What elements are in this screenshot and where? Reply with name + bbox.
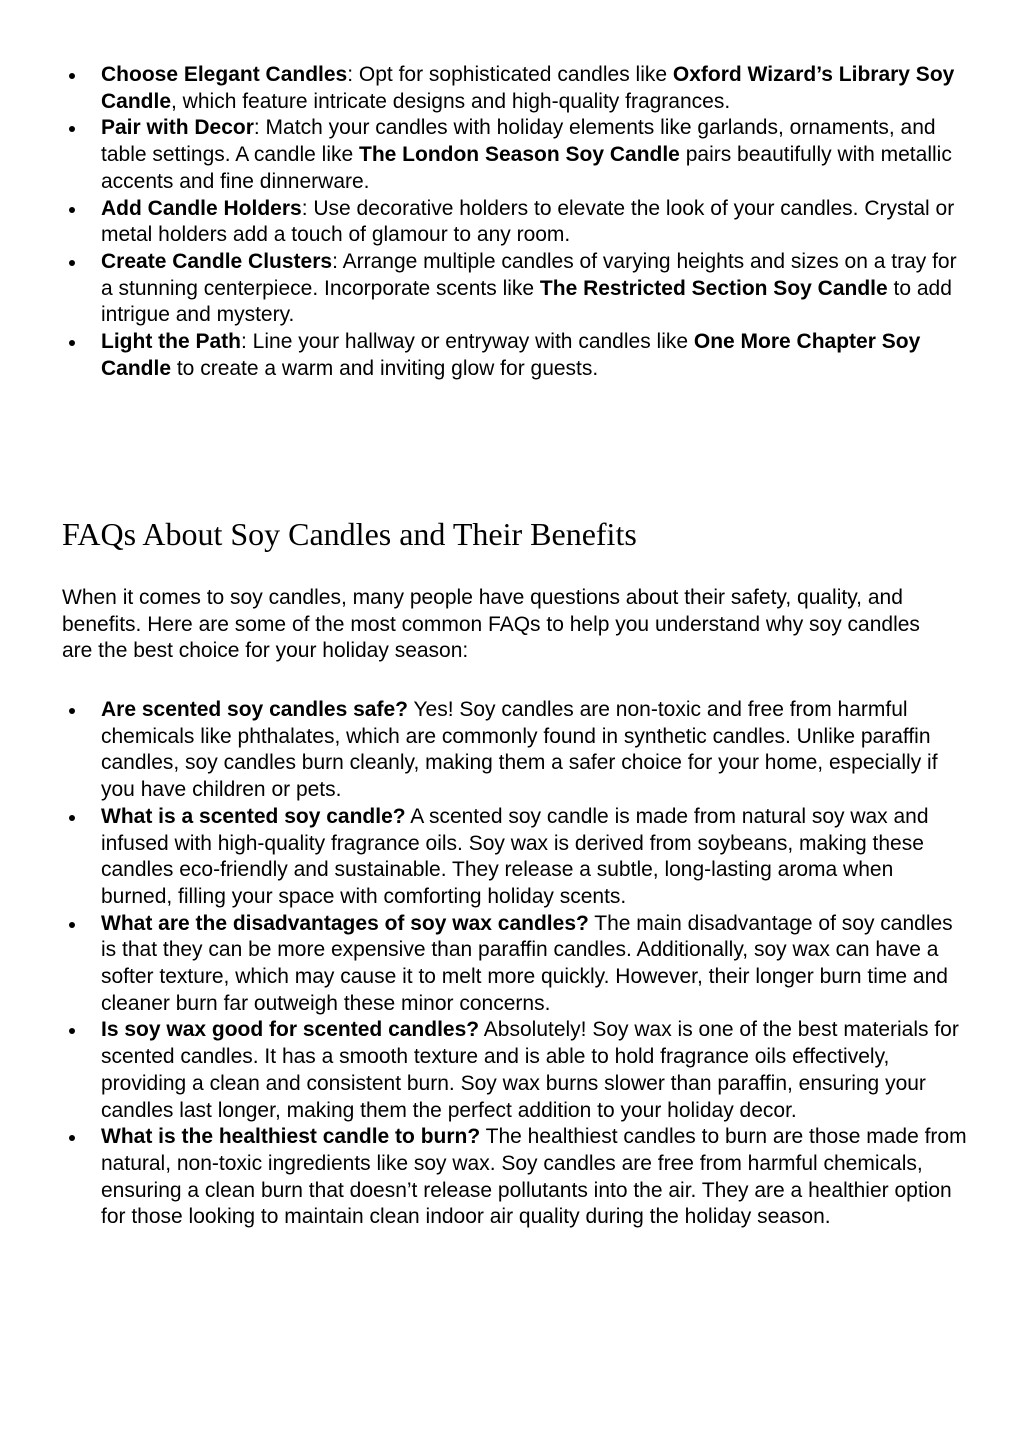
section-intro: When it comes to soy candles, many people have questions about their safety, quality, and benefits. Here are some of the most common FAQs to help you understand why soy candles are the best choice for your holiday season: xyxy=(62,586,920,663)
tip-text: pairs beautifully with metallic accents and fine dinnerware. xyxy=(101,143,952,193)
tip-text: to create a warm and inviting glow for guests. xyxy=(171,356,599,380)
faq-item xyxy=(101,804,969,911)
tip-title: Add Candle Holders xyxy=(101,196,302,220)
tip-title: Pair with Decor xyxy=(101,116,254,140)
decorating-tips-list xyxy=(101,62,971,382)
faq-item xyxy=(101,1017,969,1124)
faq-answer: The healthiest candles to burn are those made from natural, non-toxic ingredients like soy wax. Soy candles are free from harmful chemicals, ensuring a clean burn that doesn’t release pollutants into the air. They are a healthier option for those looking to maintain clean indoor air quality during the holiday season. xyxy=(101,1125,967,1229)
faq-question: Are scented soy candles safe? xyxy=(101,698,408,721)
bullet-icon xyxy=(69,815,75,821)
tip-text: : Use decorative holders to elevate the look of your candles. Crystal or metal holders add a touch of glamour to any room. xyxy=(101,196,955,247)
bullet-icon xyxy=(69,207,75,213)
tip-text: : Arrange multiple candles of varying heights and sizes on a tray for a stunning centerpiece. Incorporate scents like xyxy=(101,249,957,300)
bullet-icon xyxy=(69,1135,75,1141)
faq-question: What are the disadvantages of soy wax candles? xyxy=(101,911,589,935)
faq-list xyxy=(101,697,969,1231)
product-name: One More Chapter Soy Candle xyxy=(101,330,921,380)
tip-text: : Line your hallway or entryway with candles like xyxy=(241,330,694,354)
tip-title: Light the Path xyxy=(101,330,241,354)
faq-answer: Yes! Soy candles are non-toxic and free from harmful chemicals like phthalates, which are commonly found in synthetic candles. Unlike paraffin candles, soy candles burn cleanly, making them a safer choice for your home, especially if you have children or pets. xyxy=(101,698,938,802)
bullet-icon xyxy=(69,922,75,928)
tip-title: Create Candle Clusters xyxy=(101,249,333,273)
bullet-icon xyxy=(69,340,75,346)
product-name: Oxford Wizard’s Library Soy Candle xyxy=(101,63,955,113)
section-heading: FAQs About Soy Candles and Their Benefits xyxy=(62,516,637,552)
faq-item xyxy=(101,1124,969,1231)
bullet-icon xyxy=(69,126,75,132)
faq-answer: The main disadvantage of soy candles is that they can be more expensive than paraffin candles. Additionally, soy wax can have a softer texture, which may cause it to melt more quickly. However, their longer burn time and cleaner burn far outweigh these minor concerns. xyxy=(101,911,953,1015)
list-item xyxy=(101,249,971,329)
tip-text: , which feature intricate designs and high-quality fragrances. xyxy=(171,89,731,113)
faq-answer: Absolutely! Soy wax is one of the best materials for scented candles. It has a smooth texture and is able to hold fragrance oils effectively, providing a clean and consistent burn. Soy wax burns slower than paraffin, ensuring your candles last longer, making them the perfect addition to your holiday decor. xyxy=(101,1018,959,1122)
list-item xyxy=(101,62,971,115)
list-item xyxy=(101,329,971,382)
faq-item xyxy=(101,697,969,804)
tip-text: : Match your candles with holiday elements like garlands, ornaments, and table settings. A candle like xyxy=(101,116,936,167)
faq-question: Is soy wax good for scented candles? xyxy=(101,1018,480,1042)
faq-question: What is the healthiest candle to burn? xyxy=(101,1125,481,1149)
bullet-icon xyxy=(69,73,75,79)
faq-item xyxy=(101,911,969,1018)
bullet-icon xyxy=(69,1028,75,1034)
list-item xyxy=(101,115,971,195)
faq-question: What is a scented soy candle? xyxy=(101,804,406,828)
bullet-icon xyxy=(69,260,75,266)
tip-text: : Opt for sophisticated candles like xyxy=(347,63,673,86)
tip-title: Choose Elegant Candles xyxy=(101,63,348,86)
faq-answer: A scented soy candle is made from natural soy wax and infused with high-quality fragrance oils. Soy wax is derived from soybeans, making these candles eco-friendly and sustainable. They release a subtle, long-lasting aroma when burned, filling your space with comforting holiday scents. xyxy=(101,804,929,908)
product-name: The London Season Soy Candle xyxy=(359,143,680,167)
product-name: The Restricted Section Soy Candle xyxy=(539,276,888,300)
bullet-icon xyxy=(69,708,75,714)
tip-text: to add intrigue and mystery. xyxy=(101,276,952,327)
list-item xyxy=(101,196,971,249)
